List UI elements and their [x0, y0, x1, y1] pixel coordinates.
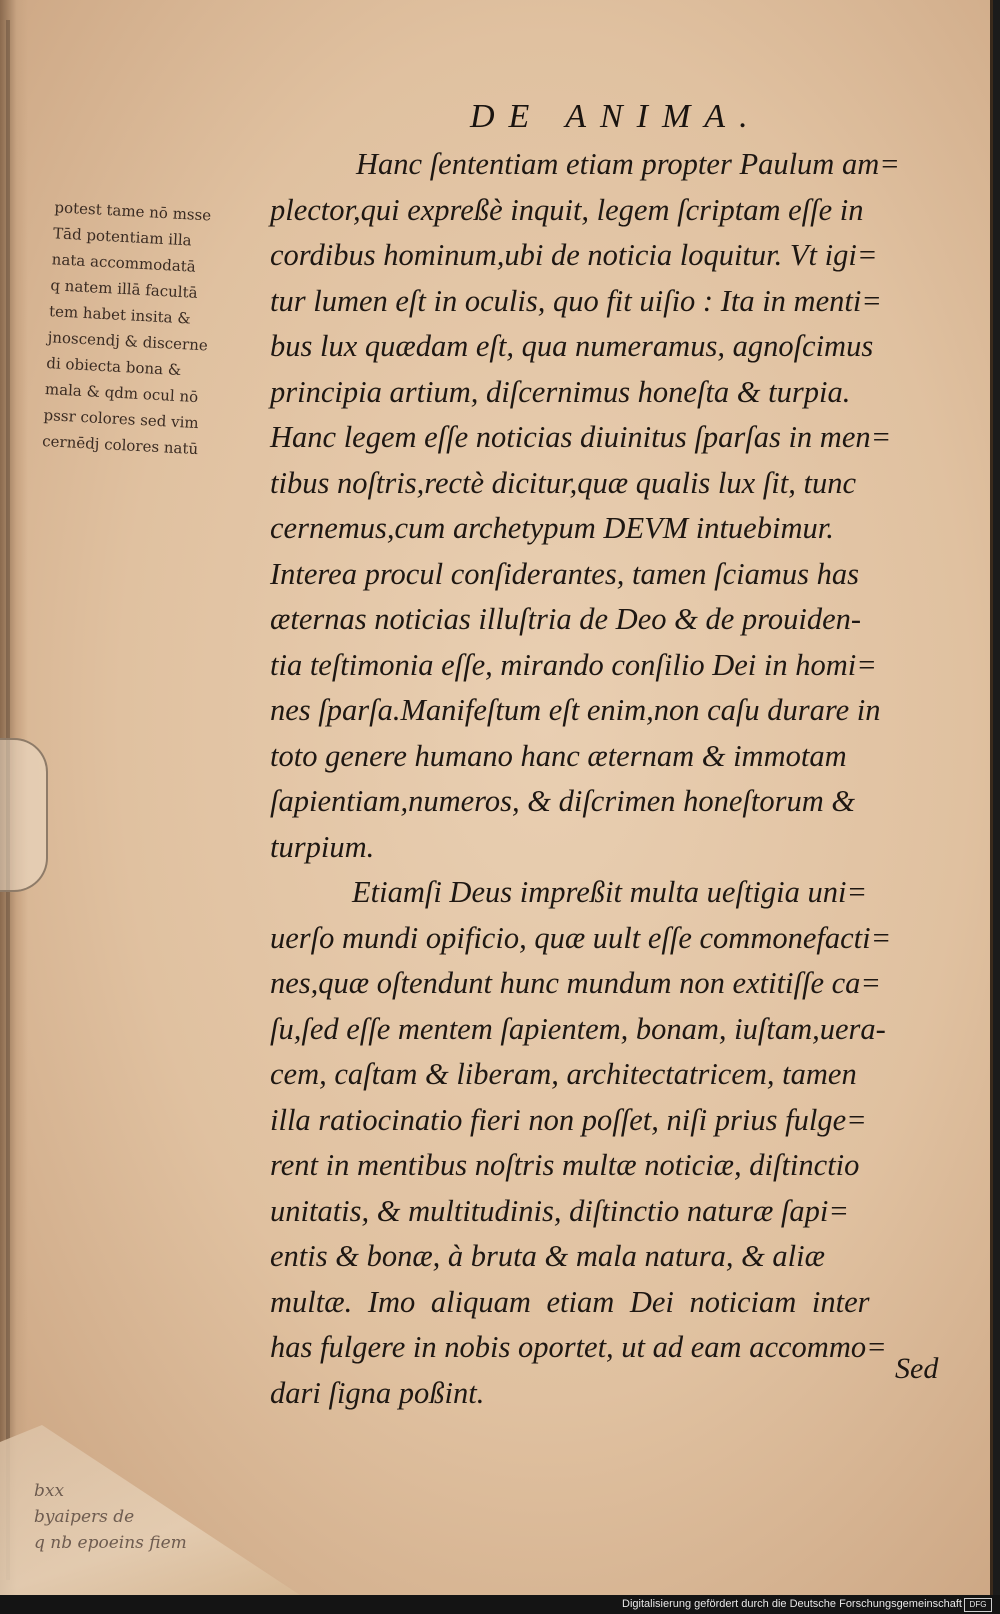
- text-line: Hanc ſententiam etiam propter Paulum am=: [356, 147, 900, 181]
- text-line: æternas noticias illuſtria de Deo & de prouiden-: [270, 602, 862, 636]
- text-line: rent in mentibus noſtris multæ noticiæ, diſtinctio: [270, 1148, 860, 1182]
- text-line: dari ſigna poßint.: [270, 1375, 485, 1410]
- text-line: uerſo mundi opificio, quæ uult eſſe commonefacti=: [270, 920, 892, 955]
- margin-note-line: pssr colores sed vim: [43, 406, 200, 433]
- margin-note-line: Tād potentiam illa: [52, 224, 193, 250]
- footer-credit: Digitalisierung gefördert durch die Deutsche Forschungsgemeinschaft: [622, 1598, 962, 1610]
- margin-note-line: mala & qdm ocul nō: [44, 380, 199, 407]
- margin-note-line: cernēdj colores natū: [41, 431, 199, 459]
- text-line: Etiamſi Deus impreßit multa ueſtigia uni=: [352, 875, 868, 909]
- text-line: unitatis, & multitudinis, diſtinctio naturæ ſapi=: [270, 1193, 849, 1228]
- text-line: plector,qui expreßè inquit, legem ſcriptam eſſe in: [270, 192, 864, 227]
- text-line: cem, caſtam & liberam, architectatricem, tamen: [270, 1057, 857, 1091]
- margin-note-line: nata accommodatā: [51, 250, 197, 276]
- text-line: multæ. Imo aliquam etiam Dei noticiam inter: [270, 1284, 870, 1319]
- text-line: cernemus,cum archetypum DEVM intuebimur.: [270, 511, 834, 545]
- running-head: DE ANIMA.: [470, 98, 762, 135]
- handwritten-margin-note: [41, 194, 280, 475]
- footer-bar: [0, 1595, 1000, 1614]
- corner-note-line: byaipers de: [34, 1507, 135, 1527]
- margin-note-line: jnoscendj & discerne: [47, 328, 209, 355]
- text-line: tur lumen eſt in oculis, quo fit uiſio : Ita in menti=: [270, 283, 882, 318]
- body-text: [270, 142, 960, 1410]
- text-line: Interea procul conſiderantes, tamen ſciamus has: [270, 556, 860, 591]
- text-line: nes ſparſa.Manifeſtum eſt enim,non caſu durare in: [270, 693, 881, 727]
- text-line: principia artium, diſcernimus honeſta & turpia.: [270, 374, 851, 409]
- margin-note-line: tem habet insita &: [48, 302, 192, 328]
- dfg-logo: DFG: [964, 1598, 992, 1612]
- text-line: bus lux quædam eſt, qua numeramus, agnoſcimus: [270, 329, 874, 363]
- text-line: toto genere humano hanc æternam & immotam: [270, 738, 847, 773]
- text-line: nes,quæ oſtendunt hunc mundum non extitiſſe ca=: [270, 966, 881, 1000]
- text-line: illa ratiocinatio fieri non poſſet, niſi prius fulge=: [270, 1102, 867, 1137]
- corner-handwriting: [34, 1478, 324, 1568]
- text-line: tia teſtimonia eſſe, mirando conſilio Dei in homi=: [270, 647, 877, 682]
- margin-note-line: di obiecta bona &: [45, 354, 182, 380]
- text-line: ſapientiam,numeros, & diſcrimen honeſtorum &: [270, 784, 856, 818]
- text-line: ſu,ſed eſſe mentem ſapientem, bonam, iuſtam,uera-: [270, 1011, 886, 1046]
- text-line: entis & bonæ, à bruta & mala natura, & aliæ: [270, 1239, 825, 1273]
- text-line: Hanc legem eſſe noticias diuinitus ſparſas in men=: [270, 420, 892, 454]
- text-line: turpium.: [270, 829, 375, 864]
- margin-note-line: q natem illā facultā: [49, 276, 199, 302]
- text-line: has fulgere in nobis oportet, ut ad eam accommo=: [270, 1330, 887, 1364]
- corner-note-line: bxx: [34, 1481, 65, 1501]
- catchword: Sed: [895, 1352, 939, 1385]
- page-tab-outline: [0, 738, 48, 892]
- corner-note-line: q nb epoeins fiem: [34, 1533, 187, 1553]
- text-line: cordibus hominum,ubi de noticia loquitur. Vt igi=: [270, 238, 878, 272]
- margin-note-line: potest tame nō msse: [54, 198, 212, 225]
- text-line: tibus noſtris,rectè dicitur,quæ qualis lux ſit, tunc: [270, 465, 856, 500]
